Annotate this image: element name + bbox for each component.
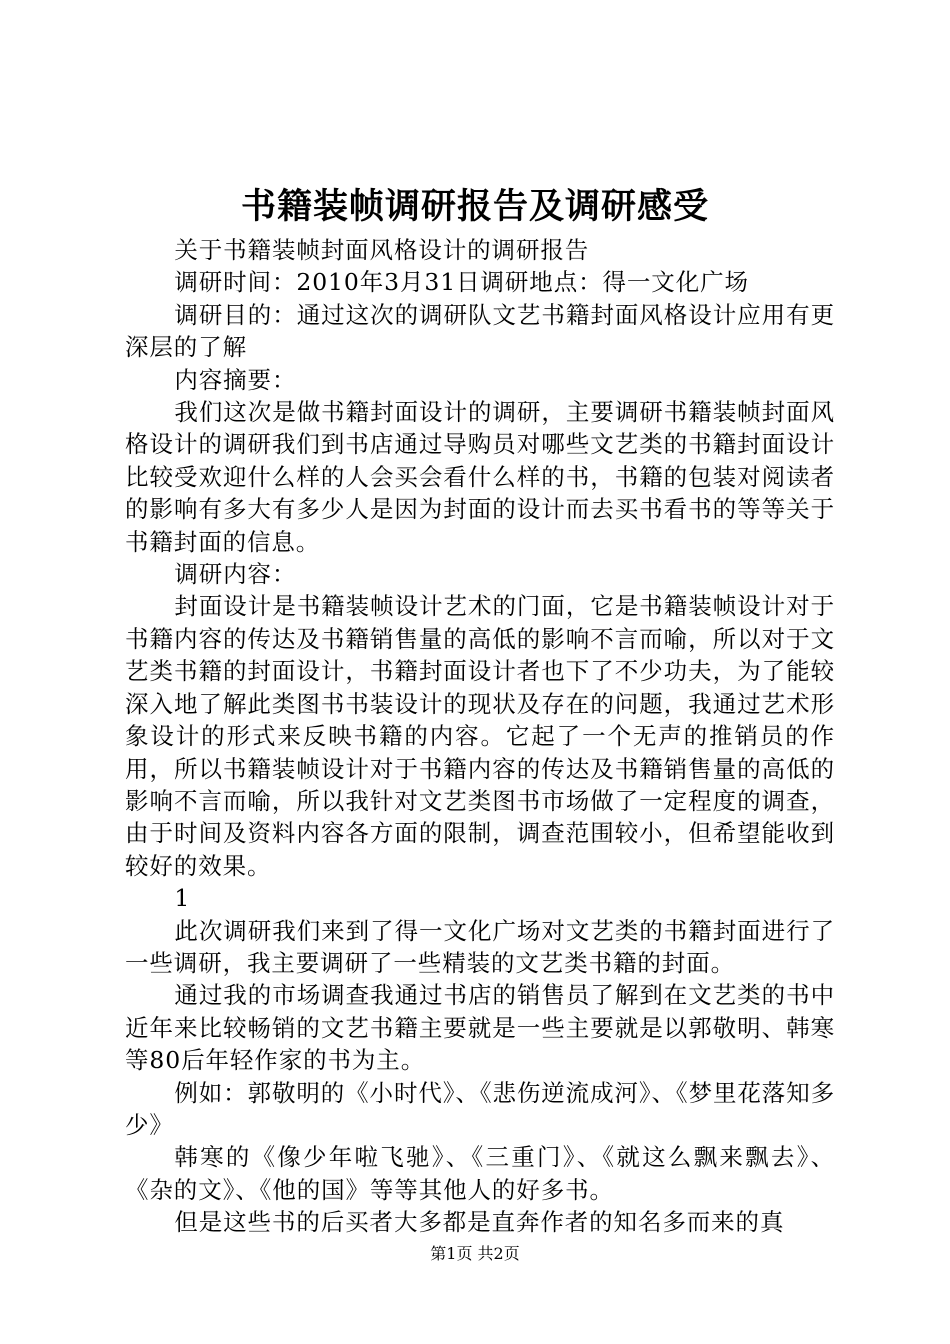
content-heading: 调研内容： [174, 560, 297, 589]
summary-paragraph: 我们这次是做书籍封面设计的调研，主要调研书籍装帧封面风格设计的调研我们到书店通过导购员对哪些文艺类的书籍封面设计比较受欢迎什么样的人会买会看什么样的书，书籍的包装对阅读者的影响有多大有多少人是因为封面的设计而去买书看书的等等关于书籍封面的信息。 [125, 398, 835, 556]
body-paragraph: 此次调研我们来到了得一文化广场对文艺类的书籍封面进行了一些调研，我主要调研了一些精装的文艺类书籍的封面。 [125, 916, 835, 977]
page-footer: 第1页 共2页 [430, 1244, 520, 1263]
survey-time-location: 调研时间：2010年3月31日调研地点：得一文化广场 [174, 268, 749, 297]
body-paragraph: 例如：郭敬明的《小时代》、《悲伤逆流成河》、《梦里花落知多少》 [125, 1078, 835, 1139]
survey-purpose: 调研目的：通过这次的调研队文艺书籍封面风格设计应用有更深层的了解 [125, 300, 835, 362]
content-paragraph: 封面设计是书籍装帧设计艺术的门面，它是书籍装帧设计对于书籍内容的传达及书籍销售量的高低的影响不言而喻，所以对于文艺类书籍的封面设计，书籍封面设计者也下了不少功夫，为了能较深入地了解此类图书书装设计的现状及存在的问题，我通过艺术形象设计的形式来反映书籍的内容。它起了一个无声的推销员的作用，所以书籍装帧设计对于书籍内容的传达及书籍销售量的高低的影响不言而喻，所以我针对文艺类图书市场做了一定程度的调查，由于时间及资料内容各方面的限制，调查范围较小，但希望能收到较好的效果。 [125, 592, 835, 880]
report-subtitle: 关于书籍装帧封面风格设计的调研报告 [174, 236, 590, 264]
summary-heading: 内容摘要： [174, 365, 297, 394]
section-number: 1 [174, 884, 191, 913]
body-paragraph: 韩寒的《像少年啦飞驰》、《三重门》、《就这么飘来飘去》、《杂的文》、《他的国》等等其他人的好多书。 [125, 1143, 835, 1204]
body-paragraph: 但是这些书的后买者大多都是直奔作者的知名多而来的真 [174, 1208, 785, 1237]
document-body [125, 234, 835, 1239]
body-paragraph: 通过我的市场调查我通过书店的销售员了解到在文艺类的书中近年来比较畅销的文艺书籍主要就是一些主要就是以郭敬明、韩寒等80后年轻作家的书为主。 [125, 981, 835, 1075]
document-title: 书籍装帧调研报告及调研感受 [240, 186, 709, 227]
